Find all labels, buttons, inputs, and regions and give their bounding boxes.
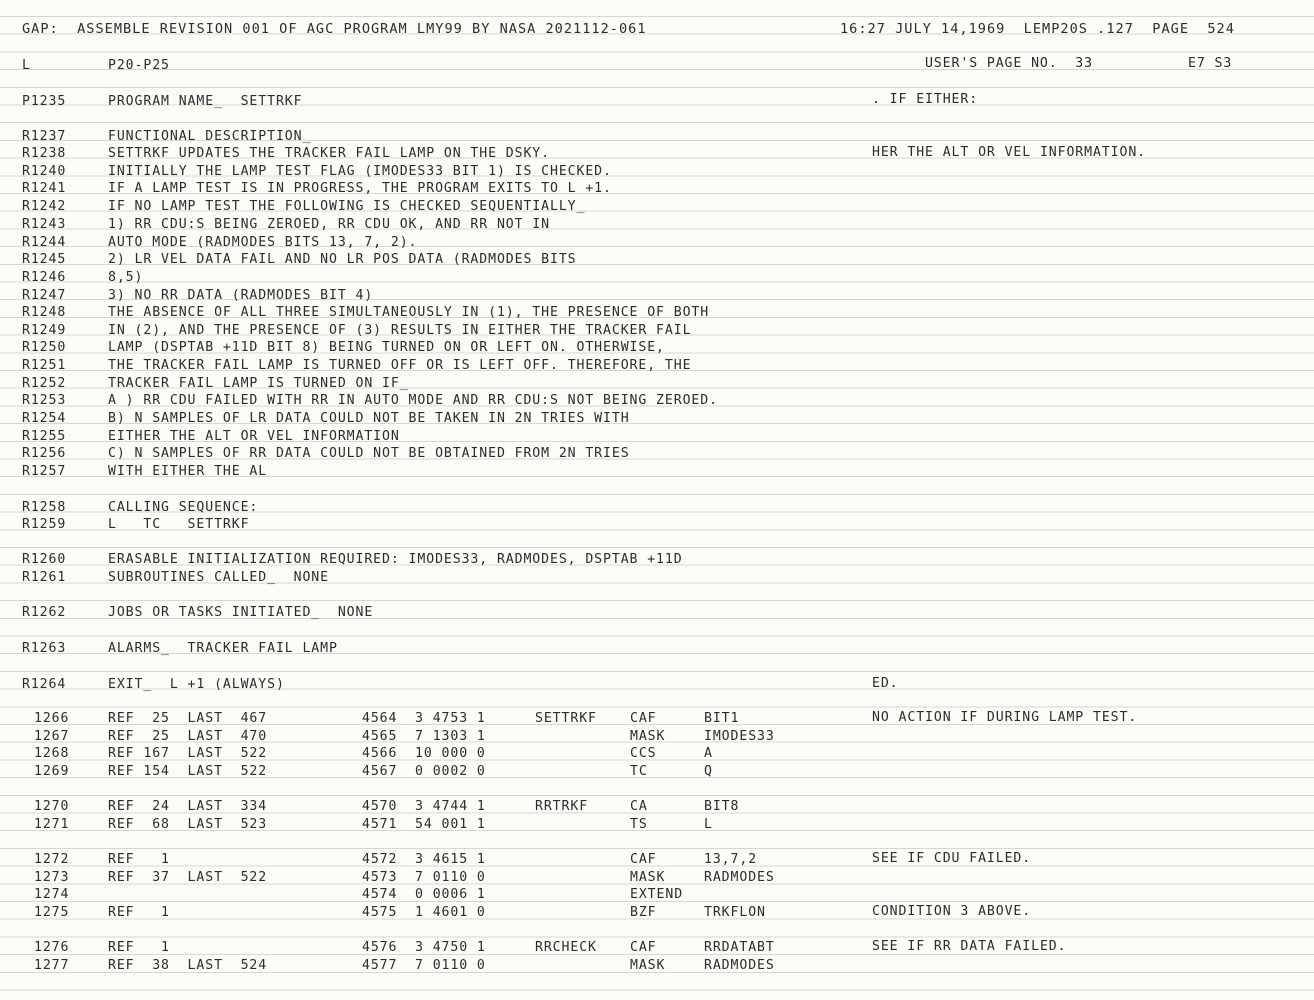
opcode-column: CA <box>630 799 648 814</box>
address-column: 4572 3 4615 1 <box>362 852 486 867</box>
operand-column: TRKFLON <box>704 905 766 920</box>
operand-column: 13,7,2 <box>704 852 758 867</box>
operand-column: L <box>704 817 713 832</box>
address-column: 4570 3 4744 1 <box>362 799 486 814</box>
line-number: 1276 <box>34 940 70 955</box>
operand-column: A <box>704 746 713 761</box>
line-number: R1259 <box>22 517 67 532</box>
line-number: R1240 <box>22 164 67 179</box>
users-page-number: USER'S PAGE NO. 33 <box>925 56 1093 71</box>
comment-text: IN (2), AND THE PRESENCE OF (3) RESULTS IN EITHER THE TRACKER FAIL <box>108 323 692 338</box>
line-number: 1270 <box>34 799 70 814</box>
sheet-code: E7 S3 <box>1188 56 1233 71</box>
line-number: R1248 <box>22 305 67 320</box>
comment-text: EITHER THE ALT OR VEL INFORMATION <box>108 429 400 444</box>
line-number: 1269 <box>34 764 70 779</box>
code-comment: SEE IF CDU FAILED. <box>872 851 1032 866</box>
opcode-column: CAF <box>630 940 657 955</box>
code-comment: NO ACTION IF DURING LAMP TEST. <box>872 710 1138 725</box>
comment-text: INITIALLY THE LAMP TEST FLAG (IMODES33 BIT 1) IS CHECKED. <box>108 164 612 179</box>
line-number: R1250 <box>22 340 67 355</box>
ref-column: REF 167 LAST 522 <box>108 746 268 761</box>
line-number: 1274 <box>34 887 70 902</box>
code-comment: CONDITION 3 ABOVE. <box>872 904 1032 919</box>
comment-text: C) N SAMPLES OF RR DATA COULD NOT BE OBTAINED FROM 2N TRIES <box>108 446 630 461</box>
ref-column: REF 1 <box>108 905 170 920</box>
line-number: R1247 <box>22 288 67 303</box>
line-number: R1237 <box>22 129 67 144</box>
line-number: R1244 <box>22 235 67 250</box>
comment-text: SETTRKF UPDATES THE TRACKER FAIL LAMP ON THE DSKY. <box>108 146 550 161</box>
comment-right: . IF EITHER: <box>872 92 979 107</box>
ref-column: REF 24 LAST 334 <box>108 799 268 814</box>
line-number: 1272 <box>34 852 70 867</box>
opcode-column: TC <box>630 764 648 779</box>
line-number: 1267 <box>34 729 70 744</box>
line-number: R1260 <box>22 552 67 567</box>
comment-text: CALLING SEQUENCE: <box>108 500 259 515</box>
comment-text: 8,5) <box>108 270 144 285</box>
operand-column: BIT8 <box>704 799 740 814</box>
opcode-column: MASK <box>630 870 666 885</box>
address-column: 4576 3 4750 1 <box>362 940 486 955</box>
ref-column: REF 1 <box>108 940 170 955</box>
address-column: 4574 0 0006 1 <box>362 887 486 902</box>
listing-header-left: GAP: ASSEMBLE REVISION 001 OF AGC PROGRAM LMY99 BY NASA 2021112-061 <box>22 21 647 37</box>
address-column: 4571 54 001 1 <box>362 817 486 832</box>
address-column: 4573 7 0110 0 <box>362 870 486 885</box>
operand-column: RADMODES <box>704 870 775 885</box>
ref-column: REF 38 LAST 524 <box>108 958 268 973</box>
line-number: R1261 <box>22 570 67 585</box>
listing-header-right: 16:27 JULY 14,1969 LEMP20S .127 PAGE 524 <box>840 21 1235 37</box>
opcode-column: CCS <box>630 746 657 761</box>
comment-text: ALARMS_ TRACKER FAIL LAMP <box>108 641 338 656</box>
opcode-column: CAF <box>630 711 657 726</box>
comment-text: TRACKER FAIL LAMP IS TURNED ON IF_ <box>108 376 409 391</box>
comment-text: PROGRAM NAME_ SETTRKF <box>108 94 303 109</box>
line-number: R1243 <box>22 217 67 232</box>
line-number: 1273 <box>34 870 70 885</box>
comment-right: HER THE ALT OR VEL INFORMATION. <box>872 145 1147 160</box>
comment-text: B) N SAMPLES OF LR DATA COULD NOT BE TAKEN IN 2N TRIES WITH <box>108 411 630 426</box>
comment-text: 1) RR CDU:S BEING ZEROED, RR CDU OK, AND RR NOT IN <box>108 217 550 232</box>
address-column: 4567 0 0002 0 <box>362 764 486 779</box>
line-number: P1235 <box>22 94 67 109</box>
code-comment: SEE IF RR DATA FAILED. <box>872 939 1067 954</box>
comment-text: SUBROUTINES CALLED_ NONE <box>108 570 329 585</box>
comment-text: IF A LAMP TEST IS IN PROGRESS, THE PROGRAM EXITS TO L +1. <box>108 181 612 196</box>
ref-column: REF 25 LAST 467 <box>108 711 268 726</box>
ref-column: REF 1 <box>108 852 170 867</box>
line-number: R1255 <box>22 429 67 444</box>
line-number: R1262 <box>22 605 67 620</box>
line-number: R1264 <box>22 677 67 692</box>
line-number: 1275 <box>34 905 70 920</box>
address-column: 4575 1 4601 0 <box>362 905 486 920</box>
comment-text: JOBS OR TASKS INITIATED_ NONE <box>108 605 374 620</box>
opcode-column: BZF <box>630 905 657 920</box>
line-number: R1254 <box>22 411 67 426</box>
comment-text: 2) LR VEL DATA FAIL AND NO LR POS DATA (RADMODES BITS <box>108 252 577 267</box>
opcode-column: TS <box>630 817 648 832</box>
line-number: R1251 <box>22 358 67 373</box>
address-column: 4566 10 000 0 <box>362 746 486 761</box>
line-number: 1277 <box>34 958 70 973</box>
ref-column: REF 154 LAST 522 <box>108 764 268 779</box>
comment-text: L TC SETTRKF <box>108 517 250 532</box>
line-number: 1266 <box>34 711 70 726</box>
ref-column: REF 68 LAST 523 <box>108 817 268 832</box>
comment-text: AUTO MODE (RADMODES BITS 13, 7, 2). <box>108 235 418 250</box>
line-number: R1253 <box>22 393 67 408</box>
comment-text: EXIT_ L +1 (ALWAYS) <box>108 677 285 692</box>
opcode-column: CAF <box>630 852 657 867</box>
opcode-column: EXTEND <box>630 887 684 902</box>
line-number: R1263 <box>22 641 67 656</box>
operand-column: Q <box>704 764 713 779</box>
label-column: SETTRKF <box>535 711 597 726</box>
line-number: R1256 <box>22 446 67 461</box>
comment-text: LAMP (DSPTAB +11D BIT 8) BEING TURNED ON OR LEFT ON. OTHERWISE, <box>108 340 665 355</box>
left-code: L <box>22 58 31 73</box>
line-number: R1252 <box>22 376 67 391</box>
line-number: R1241 <box>22 181 67 196</box>
line-number: R1242 <box>22 199 67 214</box>
line-number: R1257 <box>22 464 67 479</box>
comment-text: ERASABLE INITIALIZATION REQUIRED: IMODES33, RADMODES, DSPTAB +11D <box>108 552 683 567</box>
operand-column: BIT1 <box>704 711 740 726</box>
operand-column: RADMODES <box>704 958 775 973</box>
operand-column: IMODES33 <box>704 729 775 744</box>
ref-column: REF 25 LAST 470 <box>108 729 268 744</box>
line-number: R1245 <box>22 252 67 267</box>
line-number: 1268 <box>34 746 70 761</box>
ref-column: REF 37 LAST 522 <box>108 870 268 885</box>
program-range: P20-P25 <box>108 58 170 73</box>
line-number: R1249 <box>22 323 67 338</box>
label-column: RRCHECK <box>535 940 597 955</box>
comment-text: IF NO LAMP TEST THE FOLLOWING IS CHECKED SEQUENTIALLY_ <box>108 199 586 214</box>
comment-text: FUNCTIONAL DESCRIPTION_ <box>108 129 312 144</box>
opcode-column: MASK <box>630 729 666 744</box>
line-number: R1238 <box>22 146 67 161</box>
comment-text: A ) RR CDU FAILED WITH RR IN AUTO MODE AND RR CDU:S NOT BEING ZEROED. <box>108 393 718 408</box>
address-column: 4577 7 0110 0 <box>362 958 486 973</box>
address-column: 4565 7 1303 1 <box>362 729 486 744</box>
address-column: 4564 3 4753 1 <box>362 711 486 726</box>
comment-text: WITH EITHER THE AL <box>108 464 268 479</box>
comment-right: ED. <box>872 676 899 691</box>
comment-text: 3) NO RR DATA (RADMODES BIT 4) <box>108 288 374 303</box>
label-column: RRTRKF <box>535 799 589 814</box>
comment-text: THE TRACKER FAIL LAMP IS TURNED OFF OR IS LEFT OFF. THEREFORE, THE <box>108 358 692 373</box>
line-number: R1258 <box>22 500 67 515</box>
operand-column: RRDATABT <box>704 940 775 955</box>
opcode-column: MASK <box>630 958 666 973</box>
line-number: 1271 <box>34 817 70 832</box>
comment-text: THE ABSENCE OF ALL THREE SIMULTANEOUSLY IN (1), THE PRESENCE OF BOTH <box>108 305 710 320</box>
line-number: R1246 <box>22 270 67 285</box>
